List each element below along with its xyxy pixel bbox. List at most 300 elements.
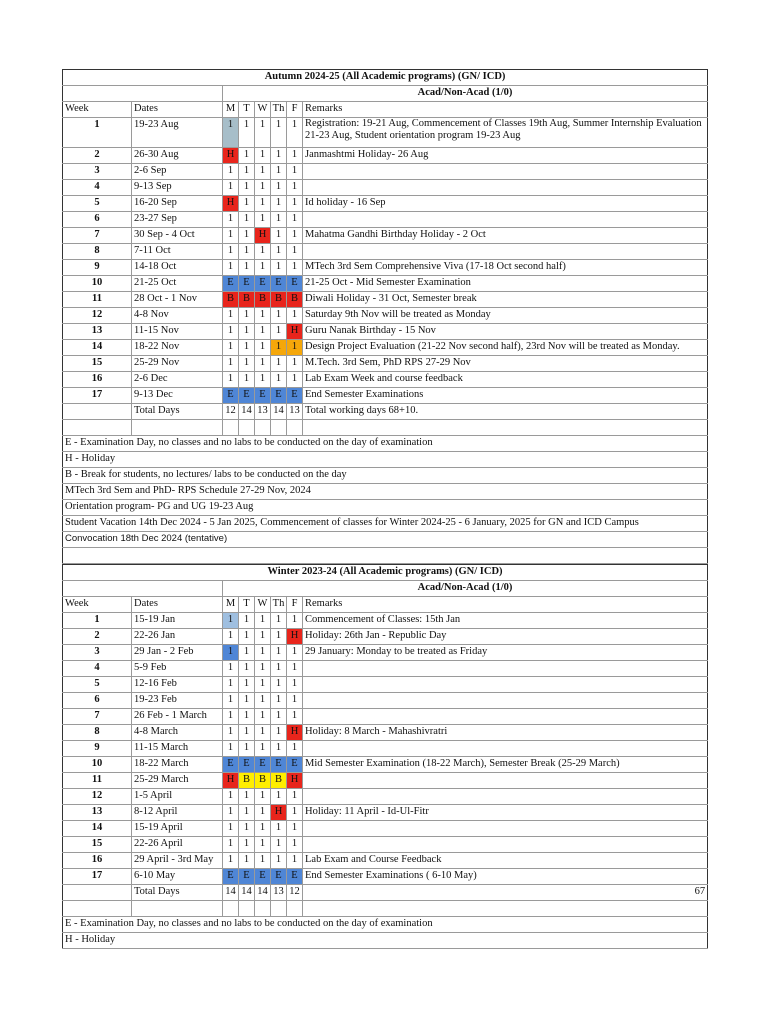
week-cell: 6: [63, 693, 132, 709]
dates-cell: 19-23 Feb: [132, 693, 223, 709]
day-cell: 1: [239, 228, 255, 244]
section-title: Winter 2023-24 (All Academic programs) (GN/ ICD): [63, 565, 708, 581]
table-row: [63, 805, 708, 821]
table-row: [63, 645, 708, 661]
day-cell: H: [271, 805, 287, 821]
day-cell: H: [287, 773, 303, 789]
day-cell: 1: [255, 372, 271, 388]
week-cell: 16: [63, 372, 132, 388]
table-row: [63, 885, 708, 901]
day-cell: 1: [287, 244, 303, 260]
table-row: [63, 260, 708, 276]
week-cell: 17: [63, 869, 132, 885]
day-cell: 1: [287, 356, 303, 372]
day-cell: E: [271, 388, 287, 404]
dates-cell: 28 Oct - 1 Nov: [132, 292, 223, 308]
day-cell: E: [255, 869, 271, 885]
day-cell: 1: [271, 853, 287, 869]
remarks-cell: [303, 244, 708, 260]
day-cell: 1: [287, 340, 303, 356]
remarks-cell: Design Project Evaluation (21-22 Nov second half), 23rd Nov will be treated as Monday.: [303, 340, 708, 356]
column-header: Remarks: [303, 102, 708, 118]
day-cell: 1: [271, 677, 287, 693]
remarks-cell: Diwali Holiday - 31 Oct, Semester break: [303, 292, 708, 308]
day-cell: 1: [223, 837, 239, 853]
table-row: [63, 212, 708, 228]
day-cell: 1: [271, 725, 287, 741]
dates-cell: 26-30 Aug: [132, 148, 223, 164]
week-cell: 4: [63, 180, 132, 196]
day-cell: 1: [223, 228, 239, 244]
column-header: Remarks: [303, 597, 708, 613]
day-cell: E: [239, 869, 255, 885]
day-cell: 14: [255, 885, 271, 901]
table-row: [63, 180, 708, 196]
day-cell: 1: [255, 324, 271, 340]
day-cell: 1: [239, 244, 255, 260]
day-cell: 1: [271, 645, 287, 661]
day-cell: 1: [255, 677, 271, 693]
day-cell: 1: [223, 693, 239, 709]
day-cell: E: [255, 276, 271, 292]
day-cell: B: [223, 292, 239, 308]
week-cell: 5: [63, 196, 132, 212]
day-cell: 1: [255, 741, 271, 757]
day-cell: 1: [271, 356, 287, 372]
day-cell: 14: [239, 885, 255, 901]
note-row: [63, 917, 708, 933]
day-cell: 1: [287, 613, 303, 629]
day-cell: 1: [271, 324, 287, 340]
dates-cell: 15-19 April: [132, 821, 223, 837]
day-cell: H: [223, 148, 239, 164]
subtitle-row: [63, 86, 708, 102]
table-row: [63, 693, 708, 709]
remarks-cell: End Semester Examinations ( 6-10 May): [303, 869, 708, 885]
day-cell: E: [287, 388, 303, 404]
remarks-cell: End Semester Examinations: [303, 388, 708, 404]
day-cell: 1: [255, 260, 271, 276]
remarks-cell: [303, 789, 708, 805]
day-cell: 1: [239, 645, 255, 661]
day-cell: 1: [255, 308, 271, 324]
day-cell: 1: [239, 709, 255, 725]
day-cell: 1: [223, 677, 239, 693]
remarks-cell: Mahatma Gandhi Birthday Holiday - 2 Oct: [303, 228, 708, 244]
day-cell: E: [223, 388, 239, 404]
day-cell: 1: [255, 661, 271, 677]
day-cell: 1: [271, 693, 287, 709]
day-cell: 1: [223, 661, 239, 677]
note-row: [63, 500, 708, 516]
remarks-cell: Mid Semester Examination (18-22 March), Semester Break (25-29 March): [303, 757, 708, 773]
column-header: M: [223, 597, 239, 613]
table-row: [63, 372, 708, 388]
day-cell: 1: [239, 853, 255, 869]
title-row: [63, 565, 708, 581]
day-cell: 1: [271, 196, 287, 212]
table-row: [63, 276, 708, 292]
day-cell: 1: [287, 837, 303, 853]
day-cell: 1: [255, 212, 271, 228]
day-cell: 1: [287, 228, 303, 244]
legend-note: E - Examination Day, no classes and no labs to be conducted on the day of examination: [63, 917, 708, 933]
remarks-cell: 21-25 Oct - Mid Semester Examination: [303, 276, 708, 292]
table-row: [63, 404, 708, 420]
table-row: [63, 244, 708, 260]
week-cell: 10: [63, 757, 132, 773]
table-row: [63, 388, 708, 404]
note-row: [63, 484, 708, 500]
day-cell: 1: [223, 613, 239, 629]
day-cell: 1: [255, 709, 271, 725]
week-cell: 6: [63, 212, 132, 228]
remarks-cell: MTech 3rd Sem Comprehensive Viva (17-18 Oct second half): [303, 260, 708, 276]
day-cell: B: [271, 773, 287, 789]
day-cell: 1: [239, 693, 255, 709]
day-cell: 13: [255, 404, 271, 420]
legend-note: MTech 3rd Sem and PhD- RPS Schedule 27-29 Nov, 2024: [63, 484, 708, 500]
day-cell: 1: [271, 613, 287, 629]
day-cell: E: [223, 869, 239, 885]
column-header: Dates: [132, 597, 223, 613]
day-cell: E: [271, 869, 287, 885]
day-cell: 1: [255, 244, 271, 260]
day-cell: 1: [255, 725, 271, 741]
day-cell: 1: [287, 853, 303, 869]
note-row: [63, 532, 708, 548]
dates-cell: 1-5 April: [132, 789, 223, 805]
day-cell: 1: [239, 613, 255, 629]
remarks-cell: Saturday 9th Nov will be treated as Monday: [303, 308, 708, 324]
remarks-cell: Holiday: 8 March - Mahashivratri: [303, 725, 708, 741]
remarks-cell: Id holiday - 16 Sep: [303, 196, 708, 212]
dates-cell: 18-22 March: [132, 757, 223, 773]
column-header: Week: [63, 102, 132, 118]
day-cell: B: [255, 773, 271, 789]
calendar-table-1: [62, 564, 708, 949]
day-cell: 1: [255, 148, 271, 164]
day-cell: 1: [287, 260, 303, 276]
day-cell: 1: [271, 709, 287, 725]
day-cell: 1: [223, 629, 239, 645]
remarks-cell: [303, 773, 708, 789]
week-cell: 15: [63, 356, 132, 372]
day-cell: 1: [239, 677, 255, 693]
remarks-cell: [303, 821, 708, 837]
day-cell: 1: [271, 372, 287, 388]
day-cell: H: [255, 228, 271, 244]
week-cell: 16: [63, 853, 132, 869]
column-header: Th: [271, 597, 287, 613]
column-header: Th: [271, 102, 287, 118]
week-cell: 13: [63, 805, 132, 821]
dates-cell: 9-13 Sep: [132, 180, 223, 196]
week-cell: 5: [63, 677, 132, 693]
blank-row: [63, 901, 708, 917]
remarks-cell: Janmashtmi Holiday- 26 Aug: [303, 148, 708, 164]
day-cell: 14: [223, 885, 239, 901]
legend-note: H - Holiday: [63, 933, 708, 949]
day-cell: 1: [239, 629, 255, 645]
remarks-cell: Commencement of Classes: 15th Jan: [303, 613, 708, 629]
day-cell: 1: [239, 741, 255, 757]
remarks-cell: 29 January: Monday to be treated as Friday: [303, 645, 708, 661]
week-cell: 4: [63, 661, 132, 677]
day-cell: 1: [287, 709, 303, 725]
week-cell: 7: [63, 709, 132, 725]
week-cell: 2: [63, 629, 132, 645]
table-row: [63, 196, 708, 212]
day-cell: 1: [239, 196, 255, 212]
table-row: [63, 629, 708, 645]
day-cell: 1: [255, 789, 271, 805]
day-cell: 1: [223, 164, 239, 180]
day-cell: H: [223, 773, 239, 789]
day-cell: 1: [255, 645, 271, 661]
day-cell: 1: [255, 356, 271, 372]
dates-cell: 22-26 Jan: [132, 629, 223, 645]
remarks-cell: Guru Nanak Birthday - 15 Nov: [303, 324, 708, 340]
day-cell: 1: [223, 340, 239, 356]
remarks-cell: [303, 661, 708, 677]
day-cell: 1: [223, 118, 239, 148]
remarks-cell: [303, 709, 708, 725]
dates-cell: 21-25 Oct: [132, 276, 223, 292]
week-cell: 17: [63, 388, 132, 404]
column-header: Week: [63, 597, 132, 613]
day-cell: 1: [271, 837, 287, 853]
day-cell: 1: [271, 148, 287, 164]
legend-note: E - Examination Day, no classes and no labs to be conducted on the day of examination: [63, 436, 708, 452]
day-cell: 14: [239, 404, 255, 420]
dates-cell: 5-9 Feb: [132, 661, 223, 677]
section-title: Autumn 2024-25 (All Academic programs) (GN/ ICD): [63, 70, 708, 86]
dates-cell: 2-6 Sep: [132, 164, 223, 180]
day-cell: 1: [255, 180, 271, 196]
dates-cell: 30 Sep - 4 Oct: [132, 228, 223, 244]
week-cell: 7: [63, 228, 132, 244]
day-cell: H: [287, 629, 303, 645]
week-cell: 11: [63, 773, 132, 789]
table-row: [63, 869, 708, 885]
table-row: [63, 741, 708, 757]
week-cell: 9: [63, 260, 132, 276]
day-cell: 1: [255, 853, 271, 869]
day-cell: H: [287, 324, 303, 340]
day-cell: E: [287, 757, 303, 773]
day-cell: 1: [287, 645, 303, 661]
day-cell: 1: [271, 821, 287, 837]
dates-cell: Total Days: [132, 404, 223, 420]
day-cell: E: [271, 276, 287, 292]
table-row: [63, 164, 708, 180]
remarks-cell: Holiday: 11 April - Id-Ul-Fitr: [303, 805, 708, 821]
remarks-cell: [303, 677, 708, 693]
week-cell: 11: [63, 292, 132, 308]
day-cell: 1: [239, 661, 255, 677]
day-cell: B: [239, 773, 255, 789]
day-cell: 1: [287, 677, 303, 693]
dates-cell: 25-29 Nov: [132, 356, 223, 372]
day-cell: 1: [271, 340, 287, 356]
column-header: F: [287, 597, 303, 613]
day-cell: 1: [255, 196, 271, 212]
day-cell: 1: [287, 212, 303, 228]
remarks-cell: Holiday: 26th Jan - Republic Day: [303, 629, 708, 645]
dates-cell: 6-10 May: [132, 869, 223, 885]
remarks-cell: Lab Exam Week and course feedback: [303, 372, 708, 388]
day-cell: 1: [287, 148, 303, 164]
day-cell: 1: [239, 837, 255, 853]
day-cell: 1: [287, 164, 303, 180]
day-cell: E: [239, 276, 255, 292]
day-cell: B: [255, 292, 271, 308]
day-cell: 1: [239, 324, 255, 340]
day-cell: H: [223, 196, 239, 212]
dates-cell: 19-23 Aug: [132, 118, 223, 148]
table-row: [63, 773, 708, 789]
dates-cell: Total Days: [132, 885, 223, 901]
remarks-cell: [303, 164, 708, 180]
day-cell: 1: [271, 741, 287, 757]
table-row: [63, 292, 708, 308]
legend-note: Convocation 18th Dec 2024 (tentative): [63, 532, 708, 548]
day-cell: 1: [223, 308, 239, 324]
day-cell: 1: [287, 741, 303, 757]
remarks-cell: [303, 212, 708, 228]
day-cell: 1: [223, 645, 239, 661]
note-row: [63, 468, 708, 484]
day-cell: E: [239, 757, 255, 773]
day-cell: 1: [223, 725, 239, 741]
dates-cell: 15-19 Jan: [132, 613, 223, 629]
day-cell: 1: [271, 629, 287, 645]
day-cell: 1: [239, 260, 255, 276]
week-cell: 9: [63, 741, 132, 757]
remarks-cell: M.Tech. 3rd Sem, PhD RPS 27-29 Nov: [303, 356, 708, 372]
column-header: W: [255, 597, 271, 613]
day-cell: 1: [271, 244, 287, 260]
day-cell: 13: [271, 885, 287, 901]
day-cell: 1: [271, 164, 287, 180]
table-row: [63, 757, 708, 773]
remarks-cell: [303, 837, 708, 853]
table-row: [63, 324, 708, 340]
day-cell: 1: [239, 212, 255, 228]
dates-cell: 18-22 Nov: [132, 340, 223, 356]
calendar-table-0: [62, 69, 708, 564]
remarks-cell: Lab Exam and Course Feedback: [303, 853, 708, 869]
legend-note: Student Vacation 14th Dec 2024 - 5 Jan 2025, Commencement of classes for Winter 2024-25 - 6 January, 2025 for GN and ICD Campus: [63, 516, 708, 532]
note-row: [63, 933, 708, 949]
table-row: [63, 821, 708, 837]
day-cell: 1: [223, 709, 239, 725]
table-row: [63, 148, 708, 164]
day-cell: 1: [255, 837, 271, 853]
day-cell: 12: [223, 404, 239, 420]
column-header: Dates: [132, 102, 223, 118]
remarks-cell: 67: [303, 885, 708, 901]
week-cell: 8: [63, 725, 132, 741]
day-cell: 1: [223, 821, 239, 837]
table-row: [63, 228, 708, 244]
day-cell: E: [255, 757, 271, 773]
blank-row: [63, 548, 708, 564]
day-cell: E: [223, 757, 239, 773]
day-cell: 1: [287, 118, 303, 148]
table-row: [63, 677, 708, 693]
week-cell: 10: [63, 276, 132, 292]
day-cell: 1: [255, 613, 271, 629]
dates-cell: 25-29 March: [132, 773, 223, 789]
day-cell: 1: [255, 693, 271, 709]
dates-cell: 11-15 Nov: [132, 324, 223, 340]
table-row: [63, 118, 708, 148]
column-header: T: [239, 102, 255, 118]
day-cell: 1: [223, 180, 239, 196]
week-cell: 12: [63, 789, 132, 805]
week-cell: 3: [63, 164, 132, 180]
dates-cell: 7-11 Oct: [132, 244, 223, 260]
dates-cell: 29 Jan - 2 Feb: [132, 645, 223, 661]
day-cell: 1: [239, 789, 255, 805]
day-cell: E: [239, 388, 255, 404]
day-cell: E: [255, 388, 271, 404]
day-cell: 1: [271, 212, 287, 228]
note-row: [63, 516, 708, 532]
day-cell: 1: [255, 340, 271, 356]
column-header: T: [239, 597, 255, 613]
day-cell: 1: [223, 324, 239, 340]
remarks-cell: Registration: 19-21 Aug, Commencement of Classes 19th Aug, Summer Internship Evaluation 21-23 Aug, Student orientation program 19-23 Aug: [303, 118, 708, 148]
week-cell: 2: [63, 148, 132, 164]
day-cell: 1: [223, 789, 239, 805]
week-cell: 3: [63, 645, 132, 661]
day-cell: 1: [255, 805, 271, 821]
day-cell: 1: [223, 805, 239, 821]
day-cell: 13: [287, 404, 303, 420]
day-cell: 1: [271, 661, 287, 677]
dates-cell: 29 April - 3rd May: [132, 853, 223, 869]
day-cell: 1: [223, 244, 239, 260]
table-row: [63, 308, 708, 324]
day-cell: 1: [255, 821, 271, 837]
table-row: [63, 853, 708, 869]
day-cell: E: [223, 276, 239, 292]
dates-cell: 11-15 March: [132, 741, 223, 757]
subtitle-row: [63, 581, 708, 597]
week-cell: 14: [63, 340, 132, 356]
day-cell: 1: [223, 853, 239, 869]
table-row: [63, 709, 708, 725]
day-cell: 1: [287, 196, 303, 212]
day-cell: 1: [223, 372, 239, 388]
blank-row: [63, 420, 708, 436]
day-cell: 1: [287, 661, 303, 677]
day-cell: 12: [287, 885, 303, 901]
day-cell: 1: [239, 148, 255, 164]
column-header: M: [223, 102, 239, 118]
day-cell: 1: [239, 164, 255, 180]
day-cell: 1: [239, 180, 255, 196]
day-cell: B: [239, 292, 255, 308]
dates-cell: 22-26 April: [132, 837, 223, 853]
dates-cell: 9-13 Dec: [132, 388, 223, 404]
academic-calendar: [62, 69, 707, 949]
day-cell: 1: [287, 805, 303, 821]
day-cell: E: [271, 757, 287, 773]
